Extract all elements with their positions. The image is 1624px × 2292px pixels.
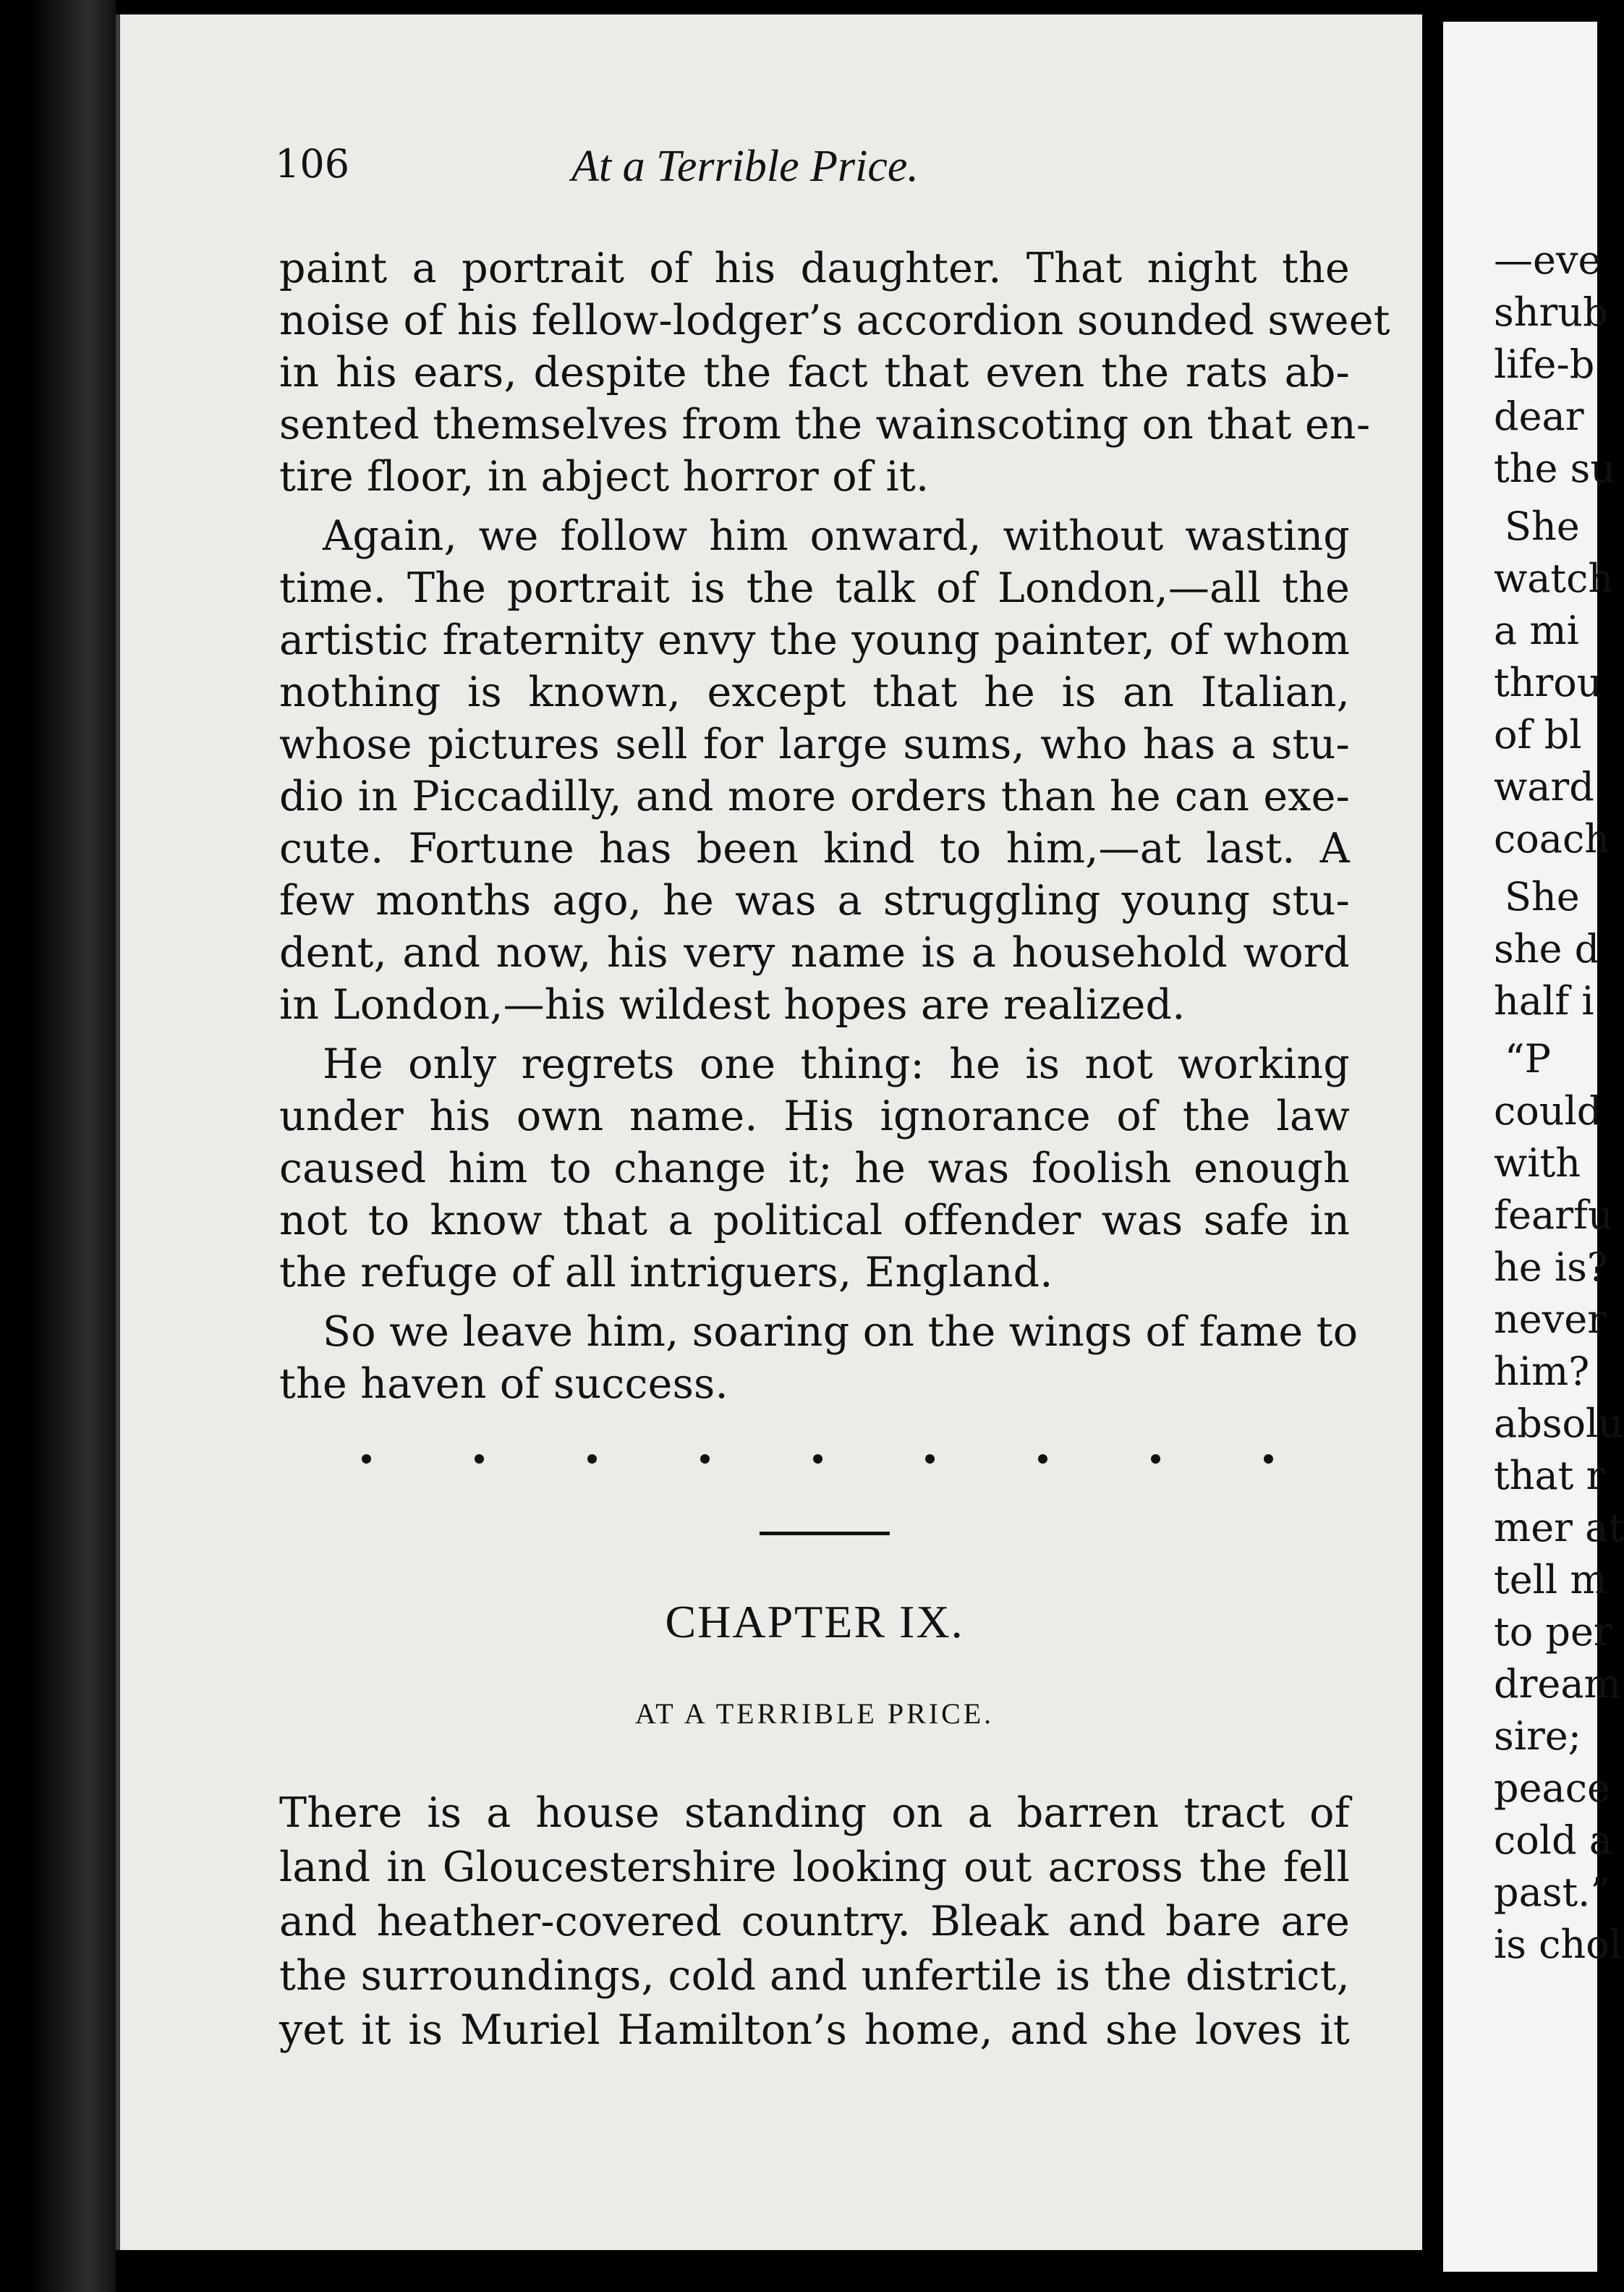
right-page-line: the su <box>1494 446 1616 491</box>
body-line: whose pictures sell for large sums, who has a stu- <box>279 721 1350 768</box>
chapter-heading: CHAPTER IX. <box>665 1596 964 1647</box>
right-page-line: cold a <box>1494 1817 1612 1863</box>
body-line: under his own name. His ignorance of the law <box>279 1092 1350 1140</box>
chapter-line: land in Gloucestershire looking out across the fell <box>279 1843 1350 1891</box>
right-page-line: watch <box>1494 556 1614 601</box>
book-spine <box>29 0 116 2292</box>
right-page-line: of bl <box>1494 712 1582 757</box>
right-page-line: —eve <box>1494 237 1602 283</box>
right-page-line: dream <box>1494 1661 1621 1707</box>
right-page-line: shrub <box>1494 289 1608 335</box>
dot <box>813 1454 822 1464</box>
chapter-title: AT A TERRIBLE PRICE. <box>634 1697 995 1730</box>
dot <box>475 1454 484 1464</box>
right-page-line: dear <box>1494 394 1584 439</box>
body-line: the haven of success. <box>279 1360 728 1408</box>
right-page-line: tell m <box>1494 1557 1607 1603</box>
body-line: not to know that a political offender was safe in <box>279 1197 1350 1244</box>
body-line: dio in Piccadilly, and more orders than he can exe- <box>279 773 1350 820</box>
right-page-line: “P <box>1505 1036 1551 1082</box>
body-line: dent, and now, his very name is a household word <box>279 929 1350 977</box>
body-line: in London,—his wildest hopes are realized. <box>279 981 1186 1029</box>
right-page-line: ward <box>1494 764 1594 810</box>
right-page-line: a mi <box>1494 608 1579 653</box>
body-line: cute. Fortune has been kind to him,—at last. A <box>279 825 1350 873</box>
body-line: nothing is known, except that he is an Italian, <box>279 668 1350 716</box>
body-line: He only regrets one thing: he is not working <box>323 1040 1350 1088</box>
chapter-line: the surroundings, cold and unfertile is the district, <box>279 1952 1350 2000</box>
right-page-line: peace <box>1494 1765 1610 1811</box>
body-line: time. The portrait is the talk of London,—all the <box>279 564 1350 612</box>
body-line: paint a portrait of his daughter. That night the <box>279 245 1350 292</box>
body-line: the refuge of all intriguers, England. <box>279 1249 1053 1296</box>
right-page-line: life-b <box>1494 341 1595 387</box>
right-page-line: absolu <box>1494 1401 1624 1446</box>
right-page-line: fearfu <box>1494 1192 1613 1238</box>
right-page-line: to per <box>1494 1609 1612 1655</box>
body-line: few months ago, he was a struggling young stu- <box>279 877 1350 925</box>
dot <box>362 1454 371 1464</box>
right-page-line: half i <box>1494 978 1594 1024</box>
chapter-line: There is a house standing on a barren tract of <box>279 1789 1350 1837</box>
right-page-line: never <box>1494 1296 1607 1342</box>
right-page-line: She <box>1505 504 1580 549</box>
dot <box>587 1454 597 1464</box>
right-page-line: him? <box>1494 1349 1590 1394</box>
dot <box>925 1454 935 1464</box>
right-page-line: mer at <box>1494 1505 1624 1550</box>
right-page-line: She <box>1505 874 1580 920</box>
dot <box>1151 1454 1160 1464</box>
body-line: Again, we follow him onward, without wasting <box>323 512 1350 560</box>
right-page-line: throu <box>1494 660 1602 705</box>
right-page-line: he is? <box>1494 1244 1608 1290</box>
right-page-line: past.” <box>1494 1869 1610 1915</box>
chapter-line: and heather-covered country. Bleak and bare are <box>279 1898 1350 1945</box>
body-line: So we leave him, soaring on the wings of fame to <box>323 1308 1359 1356</box>
body-line: noise of his fellow-lodger’s accordion sounded sweet <box>279 297 1390 344</box>
dot <box>1264 1454 1273 1464</box>
body-line: caused him to change it; he was foolish enough <box>279 1145 1350 1192</box>
right-page-line: sire; <box>1494 1713 1581 1759</box>
body-line: in his ears, despite the fact that even the rats ab- <box>279 349 1350 396</box>
dot <box>700 1454 710 1464</box>
body-line: artistic fraternity envy the young painter, of whom <box>279 616 1350 664</box>
dot <box>1038 1454 1047 1464</box>
section-rule <box>760 1532 890 1535</box>
body-line: sented themselves from the wainscoting on that en- <box>279 401 1371 449</box>
ellipsis-separator <box>362 1454 1273 1483</box>
right-page-line: with <box>1494 1140 1581 1186</box>
page-number: 106 <box>275 141 350 187</box>
right-page-line: is chol <box>1494 1922 1622 1967</box>
right-page-line: that r <box>1494 1453 1605 1498</box>
right-page-line: could <box>1494 1088 1602 1134</box>
chapter-line: yet it is Muriel Hamilton’s home, and she loves it <box>279 2006 1350 2054</box>
right-page-line: coach <box>1494 816 1610 862</box>
body-line: tire floor, in abject horror of it. <box>279 453 930 501</box>
running-title: At a Terrible Price. <box>571 142 919 191</box>
right-page-line: she d <box>1494 926 1600 972</box>
